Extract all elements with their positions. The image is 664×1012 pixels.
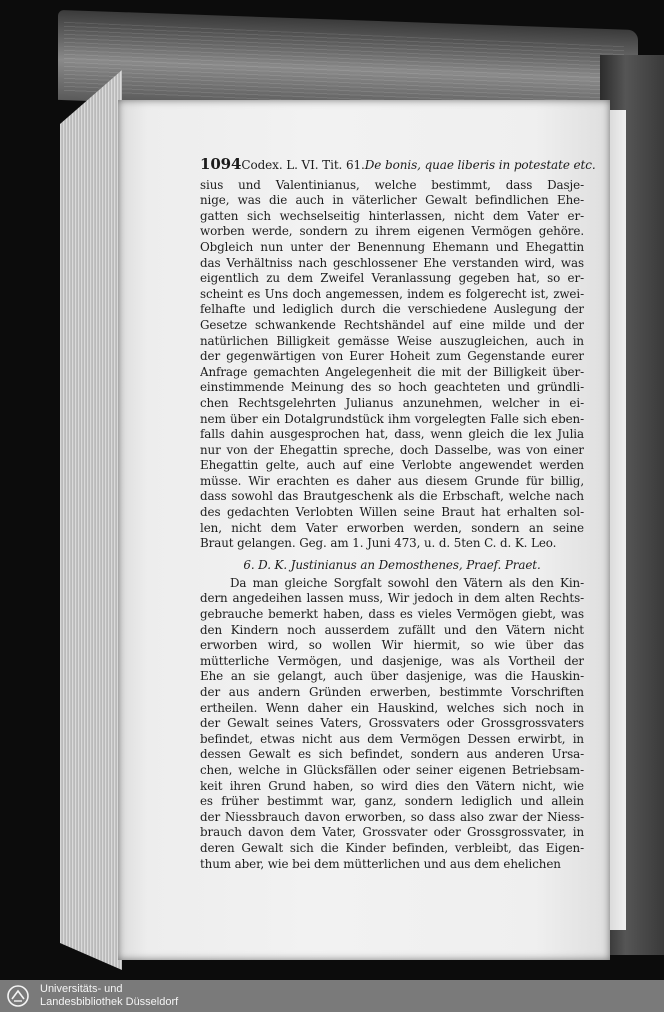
- text-line: gatten sich wechselseitig hinterlassen, nicht dem Vater er-: [200, 208, 584, 223]
- text-line: nur von der Ehegattin spreche, doch Dasselbe, was von einer: [200, 442, 584, 457]
- text-line: thum aber, wie bei dem mütterlichen und aus dem ehelichen: [200, 856, 561, 871]
- section-heading: 6. D. K. Justinianus an Demosthenes, Praef. Praet.: [243, 557, 541, 572]
- text-line: eigentlich zu dem Zweifel Veranlassung gegeben hat, so er-: [200, 271, 584, 286]
- text-line: den Kindern noch ausserdem zufällt und den Vätern nicht: [200, 622, 584, 637]
- text-line: felhafte und lediglich durch die verschiedene Auslegung der: [200, 302, 584, 317]
- text-line: der aus andern Gründen erwerben, bestimmte Vorschriften: [200, 685, 584, 699]
- text-line: erworben wird, so wollen Wir hiermit, so wie über das: [200, 638, 584, 653]
- text-line: Gesetze schwankende Rechtshändel auf eine milde und der: [200, 317, 584, 332]
- paragraph-2: [200, 576, 584, 872]
- text-line: brauch davon dem Vater, Grossvater oder Grossgrossvater, in: [200, 825, 584, 840]
- text-line: Anfrage gemachten Angelegenheit die mit der Billigkeit über-: [200, 364, 584, 379]
- text-line: len, nicht dem Vater erworben werden, sondern an seine: [200, 520, 584, 535]
- page-edges-left: [60, 70, 122, 970]
- text-line: dass sowohl das Brautgeschenk als die Erbschaft, welche nach: [200, 489, 584, 504]
- text-line: Braut gelangen. Geg. am 1. Juni 473, u. d. 5ten C. d. K. Leo.: [200, 536, 557, 551]
- text-line: falls dahin ausgesprochen hat, dass, wenn gleich die lex Julia: [200, 427, 584, 442]
- running-header: [200, 155, 596, 174]
- text-line: das Verhältniss nach geschlossener Ehe verstanden wird, was: [200, 255, 584, 270]
- text-line: natürlichen Billigkeit gemässe Weise auszugleichen, auch in: [200, 333, 584, 348]
- text-line: dessen Gewalt es sich befindet, sondern aus anderen Ursa-: [200, 747, 584, 762]
- page-text: [200, 155, 596, 872]
- text-line: deren Gewalt sich die Kinder befinden, verbleibt, das Eigen-: [200, 840, 584, 855]
- text-line: der gegenwärtigen von Eurer Hoheit zum Gegenstande eurer: [200, 349, 584, 364]
- text-line: nem über ein Dotalgrundstück ihm vorgelegten Falle sich eben-: [200, 411, 584, 426]
- footer-line-1: Universitäts- und: [40, 983, 123, 995]
- text-line: des gedachten Verlobten Willen seine Braut hat erhalten sol-: [200, 505, 584, 520]
- paragraph-1: [200, 178, 584, 552]
- text-line: keit ihren Grund haben, so wird dies den Vätern nicht, wie: [200, 778, 584, 793]
- text-line: Ehe an sie gelangt, auch über dasjenige, was die Hauskin-: [200, 669, 584, 684]
- text-line: der Gewalt seines Vaters, Grossvaters oder Grossgrossvaters: [200, 716, 584, 731]
- text-line: einstimmende Meinung des so hoch geachteten und gründli-: [200, 380, 584, 395]
- text-line: nige, was die auch in väterlicher Gewalt befindlichen Ehe-: [200, 193, 584, 208]
- text-line: müsse. Wir erachten es daher aus diesem Grunde für billig,: [200, 473, 584, 488]
- text-line: ertheilen. Wenn daher ein Hauskind, welches sich noch in: [200, 700, 584, 715]
- text-line: es früher bestimmt war, ganz, sondern lediglich und allein: [200, 794, 584, 809]
- text-line: chen Rechtsgelehrten Julianus anzunehmen, welcher in ei-: [200, 395, 584, 410]
- text-line: Ehegattin gelte, auch auf eine Verlobte angewendet werden: [200, 458, 584, 473]
- page-number: 1094: [200, 155, 242, 173]
- text-line: befindet, etwas nicht aus dem Vermögen Dessen erwirbt, in: [200, 731, 584, 746]
- text-line: worben werde, sondern zu ihrem eigenen Vermögen gehöre.: [200, 224, 584, 239]
- text-line: Obgleich nun unter der Benennung Ehemann und Ehegattin: [200, 239, 584, 254]
- text-line: Da man gleiche Sorgfalt sowohl den Vätern als den Kin-: [230, 575, 584, 590]
- text-line: gebrauche bemerkt haben, dass es vieles Vermögen giebt, was: [200, 607, 584, 622]
- text-line: chen, welche in Glücksfällen oder seiner eigenen Betriebsam-: [200, 762, 584, 777]
- text-line: scheint es Uns doch angemessen, indem es folgerecht ist, zwei-: [200, 286, 584, 301]
- text-line: mütterliche Vermögen, und dasjenige, was als Vortheil der: [200, 653, 584, 668]
- text-line: der Niessbrauch davon erworben, so dass also zwar der Niess-: [200, 809, 584, 824]
- footer-line-2: Landesbibliothek Düsseldorf: [40, 996, 179, 1008]
- text-line: sius und Valentinianus, welche bestimmt, dass Dasje-: [200, 177, 584, 192]
- ulb-logo-icon: [6, 984, 30, 1008]
- running-title-left: Codex. L. VI. Tit. 61.: [241, 158, 365, 172]
- text-line: dern angedeihen lassen muss, Wir jedoch in dem alten Rechts-: [200, 591, 584, 606]
- library-footer: [0, 980, 664, 1012]
- running-title-right: De bonis, quae liberis in potestate etc.: [364, 158, 596, 172]
